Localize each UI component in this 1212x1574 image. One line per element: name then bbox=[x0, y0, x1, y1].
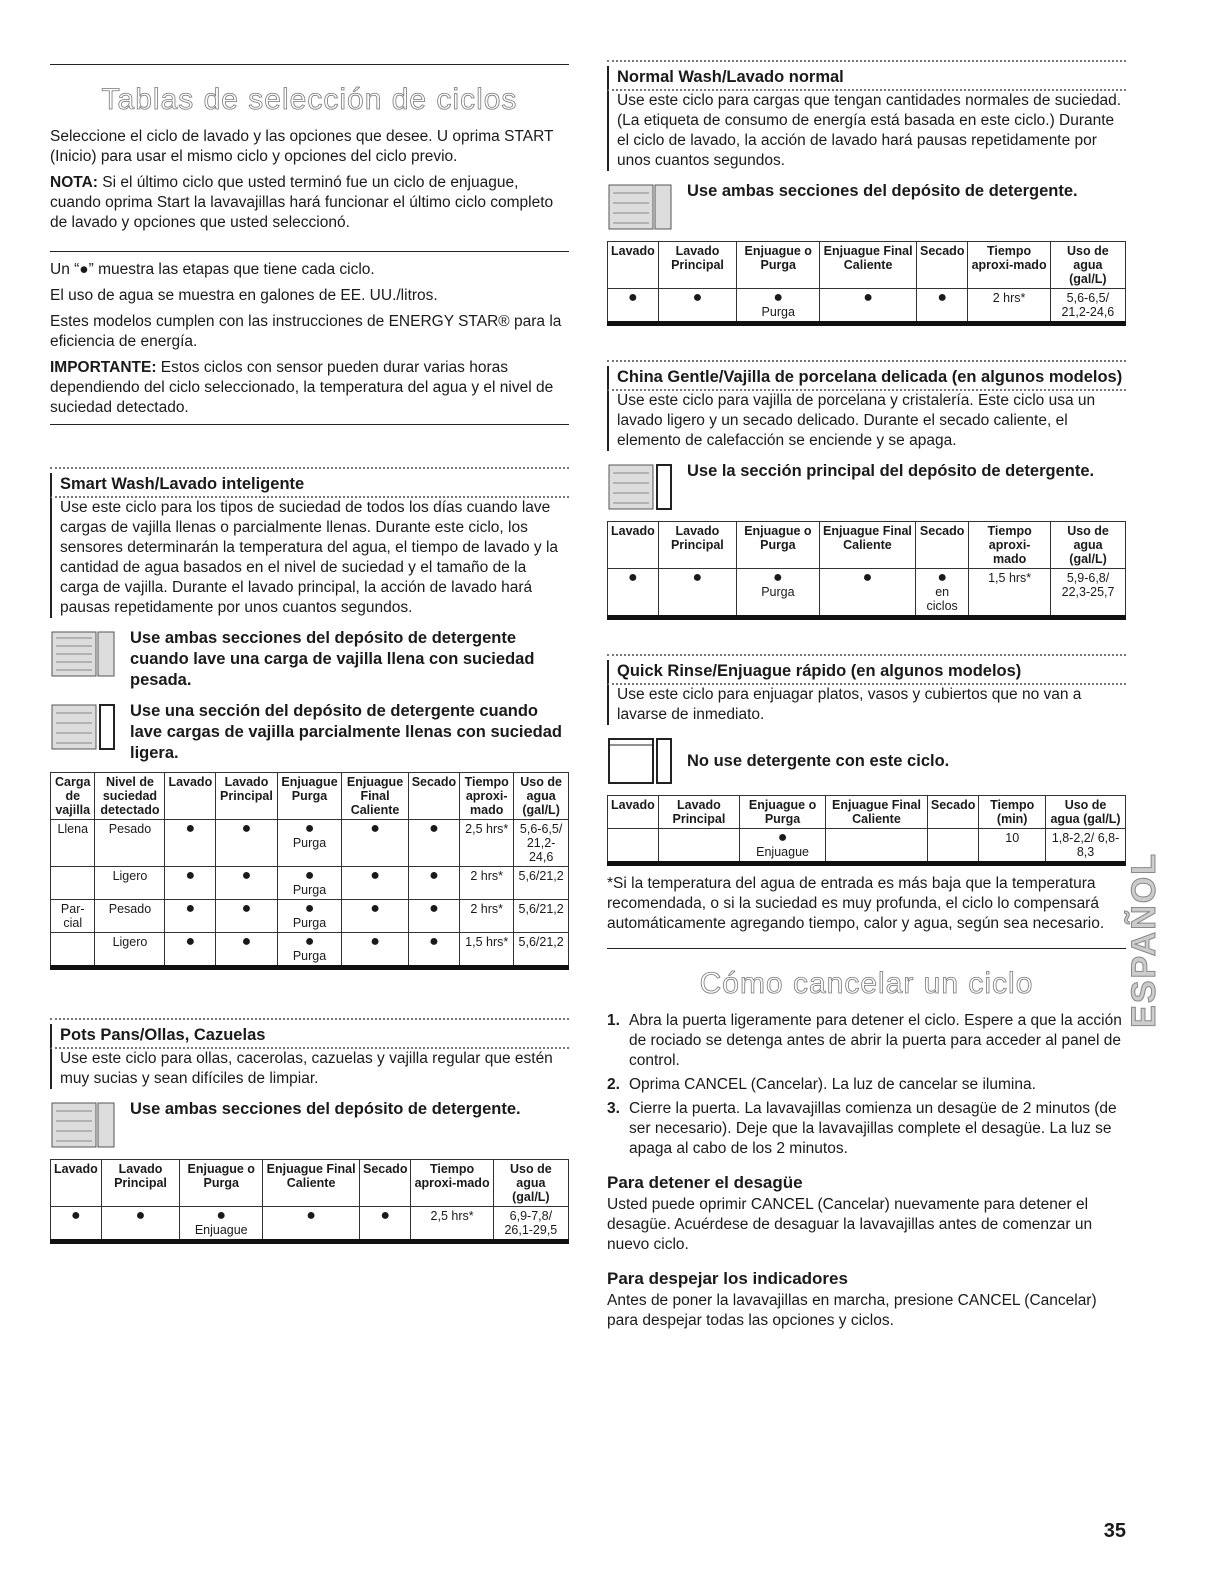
dispenser-empty-icon bbox=[607, 735, 673, 787]
time-cell: 1,5 hrs* bbox=[460, 933, 514, 968]
column-header: Carga de vajilla bbox=[51, 773, 95, 820]
importante-text: Estos ciclos con sensor pueden durar varias horas dependiendo del ciclo seleccionado, la temperatura del agua y el nivel de suciedad detectado. bbox=[50, 359, 554, 416]
step-number: 2. bbox=[607, 1076, 620, 1093]
dot-cell: ● bbox=[658, 569, 736, 618]
column-header: Nivel de suciedad detectado bbox=[95, 773, 165, 820]
step-number: 3. bbox=[607, 1100, 620, 1117]
dot-mark: ● bbox=[216, 1207, 227, 1224]
column-header: Uso de agua (gal/L) bbox=[493, 1160, 568, 1207]
column-header: Lavado bbox=[608, 522, 659, 569]
enjuague-cell bbox=[277, 820, 342, 867]
dot-cell: ● bbox=[51, 1207, 102, 1242]
dot-cell: ● bbox=[165, 867, 216, 900]
time-cell: 2,5 hrs* bbox=[460, 820, 514, 867]
column-header: Enjuague o Purga bbox=[737, 242, 820, 289]
column-header: Secado bbox=[408, 773, 459, 820]
detergent-instruction: Use la sección principal del depósito de detergente. bbox=[687, 462, 1095, 480]
indicators-heading: Para despejar los indicadores bbox=[607, 1269, 848, 1288]
column-header: Tiempo (min) bbox=[979, 796, 1046, 829]
dispenser-both-icon bbox=[607, 181, 673, 233]
enjuague-cell bbox=[737, 289, 820, 324]
section-header bbox=[607, 654, 1126, 685]
left-column bbox=[50, 64, 569, 1244]
column-header: Uso de agua (gal/L) bbox=[1051, 522, 1126, 569]
detergent-instruction: Use ambas secciones del depósito de detergente. bbox=[687, 182, 1078, 200]
time-cell: 2,5 hrs* bbox=[411, 1207, 493, 1242]
time-cell: 10 bbox=[979, 829, 1046, 864]
table-header-row bbox=[608, 796, 1126, 829]
table-row bbox=[51, 1207, 569, 1242]
section-body bbox=[50, 1049, 569, 1089]
page-title: Tablas de selección de ciclos bbox=[101, 83, 518, 116]
cancel-title: Cómo cancelar un ciclo bbox=[699, 967, 1034, 1000]
dot-cell: ● bbox=[342, 933, 408, 968]
water-cell: 5,6/21,2 bbox=[514, 933, 569, 968]
dot-cell: ● bbox=[342, 900, 408, 933]
detergent-note bbox=[50, 701, 569, 764]
drain-paragraph: Usted puede oprimir CANCEL (Cancelar) nuevamente para detener el desagüe. Acuérdese de desaguar la lavavajillas antes de comenzar un nuevo ciclo. bbox=[607, 1196, 1093, 1253]
water-cell: 5,6/21,2 bbox=[514, 867, 569, 900]
column-header: Uso de agua (gal/L) bbox=[1050, 242, 1125, 289]
nota-label: NOTA: bbox=[50, 174, 98, 191]
column-header: Enjuague o Purga bbox=[740, 796, 826, 829]
dot-cell: ● bbox=[165, 900, 216, 933]
right-column bbox=[607, 60, 1126, 1337]
divider bbox=[50, 251, 569, 252]
quick-rinse-description: Use este ciclo para enjuagar platos, vasos y cubiertos que no van a lavarse de inmediato. bbox=[617, 686, 1082, 723]
detergent-note bbox=[607, 181, 1126, 233]
dot-cell: ● bbox=[165, 933, 216, 968]
section-body bbox=[607, 91, 1126, 171]
nivel-cell: Ligero bbox=[95, 933, 165, 968]
quick-rinse-table bbox=[607, 795, 1126, 866]
secado-sub: en ciclos bbox=[926, 585, 958, 613]
table-header-row bbox=[608, 242, 1126, 289]
column-header: Enjuague Final Caliente bbox=[342, 773, 408, 820]
column-header: Uso de agua (gal/L) bbox=[514, 773, 569, 820]
dot-mark: ● bbox=[304, 867, 315, 884]
detergent-instruction: Use ambas secciones del depósito de detergente cuando lave una carga de vajilla llena con suciedad pesada. bbox=[130, 629, 535, 689]
section-body bbox=[607, 685, 1126, 725]
dot-mark: ● bbox=[773, 569, 783, 586]
enjuague-sub: Enjuague bbox=[194, 1223, 248, 1237]
column-header: Lavado Principal bbox=[658, 242, 736, 289]
table-row bbox=[608, 289, 1126, 324]
water-cell: 5,6/21,2 bbox=[514, 900, 569, 933]
water-cell: 1,8-2,2/ 6,8-8,3 bbox=[1046, 829, 1126, 864]
time-cell: 2 hrs* bbox=[968, 289, 1050, 324]
dot-cell: ● bbox=[342, 820, 408, 867]
column-header: Enjuague Final Caliente bbox=[263, 1160, 360, 1207]
water-cell: 5,9-6,8/ 22,3-25,7 bbox=[1051, 569, 1126, 618]
smart-wash-table bbox=[50, 772, 569, 970]
column-header: Tiempo aproxi-mado bbox=[411, 1160, 493, 1207]
dot-cell: ● bbox=[216, 900, 277, 933]
detergent-note bbox=[607, 735, 1126, 787]
dot-cell: ● bbox=[101, 1207, 179, 1242]
column-header: Tiempo aproxi-mado bbox=[969, 522, 1051, 569]
dispenser-both-icon bbox=[50, 1099, 116, 1151]
table-header-row bbox=[51, 1160, 569, 1207]
enjuague-cell bbox=[180, 1207, 263, 1242]
nivel-cell: Pesado bbox=[95, 820, 165, 867]
divider bbox=[50, 64, 569, 65]
dot-cell: ● bbox=[608, 289, 659, 324]
dot-cell: ● bbox=[216, 933, 277, 968]
enjuague-sub: Purga bbox=[292, 916, 327, 930]
divider bbox=[607, 948, 1126, 949]
language-tab bbox=[1124, 820, 1164, 1060]
smart-wash-section bbox=[50, 467, 569, 970]
step-number: 1. bbox=[607, 1012, 620, 1029]
time-cell: 1,5 hrs* bbox=[969, 569, 1051, 618]
dot-mark: ● bbox=[304, 900, 315, 917]
cancel-steps bbox=[607, 1011, 1126, 1159]
column-header: Lavado bbox=[165, 773, 216, 820]
detergent-instruction: No use detergente con este ciclo. bbox=[687, 751, 950, 770]
step-text: Abra la puerta ligeramente para detener el ciclo. Espere a que la acción de rociado se detenga antes de abrir la puerta para acceder al panel de control. bbox=[629, 1012, 1122, 1069]
water-cell: 6,9-7,8/ 26,1-29,5 bbox=[493, 1207, 568, 1242]
dispenser-main-icon bbox=[50, 701, 116, 753]
enjuague-cell bbox=[277, 867, 342, 900]
china-gentle-title: China Gentle/Vajilla de porcelana delicada (en algunos modelos) bbox=[607, 366, 1126, 391]
list-item bbox=[607, 1099, 1126, 1159]
dot-mark: ● bbox=[304, 820, 315, 837]
pots-pans-section bbox=[50, 1018, 569, 1244]
empty-cell bbox=[658, 829, 739, 864]
indicators-paragraph: Antes de poner la lavavajillas en marcha, presione CANCEL (Cancelar) para despejar todas las opciones y ciclos. bbox=[607, 1292, 1097, 1329]
time-cell: 2 hrs* bbox=[460, 900, 514, 933]
section-header bbox=[50, 1018, 569, 1049]
carga-cell bbox=[51, 933, 95, 968]
dot-mark: ● bbox=[773, 289, 784, 306]
enjuague-cell bbox=[736, 569, 819, 618]
dot-cell: ● bbox=[408, 900, 459, 933]
enjuague-cell bbox=[277, 900, 342, 933]
column-header: Enjuague Final Caliente bbox=[820, 242, 917, 289]
enjuague-sub: Purga bbox=[292, 836, 327, 850]
column-header: Secado bbox=[916, 522, 969, 569]
enjuague-sub: Purga bbox=[761, 585, 795, 599]
dot-cell: ● bbox=[408, 867, 459, 900]
normal-wash-title: Normal Wash/Lavado normal bbox=[607, 66, 1126, 91]
dot-cell: ● bbox=[165, 820, 216, 867]
step-text: Cierre la puerta. La lavavajillas comienza un desagüe de 2 minutos (de ser necesario). Deje que la lavavajillas complete el desagüe. La luz se apaga al cabo de los 2 minutos. bbox=[629, 1100, 1117, 1157]
dispenser-main-icon bbox=[607, 461, 673, 513]
column-header: Uso de agua (gal/L) bbox=[1046, 796, 1126, 829]
column-header: Lavado Principal bbox=[101, 1160, 179, 1207]
column-header: Lavado bbox=[608, 796, 659, 829]
step-text: Oprima CANCEL (Cancelar). La luz de cancelar se ilumina. bbox=[629, 1076, 1036, 1093]
list-item bbox=[607, 1011, 1126, 1071]
pots-pans-description: Use este ciclo para ollas, cacerolas, cazuelas y vajilla regular que estén muy sucias y sean difíciles de limpiar. bbox=[60, 1050, 553, 1087]
dot-cell: ● bbox=[820, 289, 917, 324]
section-header bbox=[50, 467, 569, 498]
column-header: Tiempo aproxi-mado bbox=[460, 773, 514, 820]
pots-pans-title: Pots Pans/Ollas, Cazuelas bbox=[50, 1024, 569, 1049]
quick-rinse-section bbox=[607, 654, 1126, 934]
empty-cell bbox=[608, 829, 659, 864]
column-header: Enjuague Purga bbox=[277, 773, 342, 820]
column-header: Enjuague o Purga bbox=[736, 522, 819, 569]
enjuague-sub: Purga bbox=[761, 305, 795, 319]
nivel-cell: Ligero bbox=[95, 867, 165, 900]
column-header: Secado bbox=[916, 242, 967, 289]
dot-mark: ● bbox=[937, 569, 947, 586]
divider bbox=[50, 424, 569, 425]
dot-cell: ● bbox=[916, 289, 967, 324]
water-units-note: El uso de agua se muestra en galones de EE. UU./litros. bbox=[50, 287, 438, 304]
column-header: Lavado Principal bbox=[658, 796, 739, 829]
column-header: Lavado bbox=[608, 242, 659, 289]
enjuague-cell bbox=[740, 829, 826, 864]
column-header: Lavado Principal bbox=[216, 773, 277, 820]
smart-wash-description: Use este ciclo para los tipos de suciedad de todos los días cuando lave cargas de vajilla llenas o parcialmente llenas. Durante este ciclo, los sensores determinarán la temperatura del agua, el tiempo de lavado y la cantidad de agua basados en el nivel de suciedad y el tamaño de la carga de vajilla. Durante el lavado principal, la acción de lavado hará pausas repetidamente por unos cuantos segundos. bbox=[60, 499, 559, 616]
dot-cell: ● bbox=[658, 289, 736, 324]
dot-legend: Un “●” muestra las etapas que tiene cada ciclo. bbox=[50, 261, 375, 278]
dot-cell: ● bbox=[408, 820, 459, 867]
pots-pans-table bbox=[50, 1159, 569, 1244]
dot-mark: ● bbox=[304, 933, 315, 950]
quick-rinse-title: Quick Rinse/Enjuague rápido (en algunos modelos) bbox=[607, 660, 1126, 685]
dispenser-both-icon bbox=[50, 628, 116, 680]
time-cell: 2 hrs* bbox=[460, 867, 514, 900]
table-header-row bbox=[51, 773, 569, 820]
column-header: Lavado bbox=[51, 1160, 102, 1207]
nota-text: Si el último ciclo que usted terminó fue un ciclo de enjuague, cuando oprima Start la lavavajillas hará funcionar el último ciclo completo de lavado y opciones que usted seleccionó. bbox=[50, 174, 554, 231]
carga-cell bbox=[51, 867, 95, 900]
detergent-instruction: Use una sección del depósito de detergente cuando lave cargas de vajilla parcialmente llenas con suciedad ligera. bbox=[130, 702, 562, 762]
language-label: ESPAÑOL bbox=[1124, 852, 1163, 1028]
dot-cell: ● bbox=[608, 569, 659, 618]
detergent-note bbox=[50, 1099, 569, 1151]
column-header: Lavado Principal bbox=[658, 522, 736, 569]
table-row bbox=[51, 933, 569, 968]
china-gentle-description: Use este ciclo para vajilla de porcelana y cristalería. Este ciclo usa un lavado ligero y un secado delicado. Durante el secado caliente, el elemento de calefacción se enciende y se apaga. bbox=[617, 392, 1096, 449]
enjuague-sub: Purga bbox=[292, 883, 327, 897]
page-number: 35 bbox=[1103, 1520, 1126, 1542]
column-header: Enjuague Final Caliente bbox=[819, 522, 915, 569]
section-body bbox=[607, 391, 1126, 451]
section-header bbox=[607, 360, 1126, 391]
table-row bbox=[51, 820, 569, 867]
section-body bbox=[50, 498, 569, 618]
secado-cell bbox=[916, 569, 969, 618]
table-row bbox=[608, 569, 1126, 618]
dot-cell: ● bbox=[819, 569, 915, 618]
water-cell: 5,6-6,5/ 21,2-24,6 bbox=[1050, 289, 1125, 324]
drain-heading: Para detener el desagüe bbox=[607, 1173, 803, 1192]
dot-cell: ● bbox=[216, 820, 277, 867]
dot-mark: ● bbox=[777, 829, 788, 846]
table-row bbox=[51, 867, 569, 900]
enjuague-sub: Enjuague bbox=[756, 845, 809, 859]
detergent-instruction: Use ambas secciones del depósito de detergente. bbox=[130, 1100, 521, 1118]
carga-cell: Par-cial bbox=[51, 900, 95, 933]
column-header: Enjuague Final Caliente bbox=[826, 796, 928, 829]
section-header bbox=[607, 60, 1126, 91]
column-header: Secado bbox=[927, 796, 978, 829]
normal-wash-description: Use este ciclo para cargas que tengan cantidades normales de suciedad. (La etiqueta de consumo de energía está basada en este ciclo.) Durante el ciclo de lavado, la acción de lavado hará pausas repetidamente por unos cuantos segundos. bbox=[617, 92, 1122, 169]
intro-paragraph: Seleccione el ciclo de lavado y las opciones que desee. U oprima START (Inicio) para usar el mismo ciclo y opciones del ciclo previo. bbox=[50, 128, 554, 165]
table-row bbox=[51, 900, 569, 933]
footnote: *Si la temperatura del agua de entrada es más baja que la temperatura recomendada, o si la suciedad es muy profunda, el ciclo lo compensará automáticamente agregando tiempo, calor y agua, según sea necesario. bbox=[607, 875, 1105, 932]
nota-paragraph bbox=[50, 173, 569, 233]
dot-cell: ● bbox=[216, 867, 277, 900]
column-header: Tiempo aproxi-mado bbox=[968, 242, 1050, 289]
dot-cell: ● bbox=[359, 1207, 410, 1242]
column-header: Enjuague o Purga bbox=[180, 1160, 263, 1207]
water-cell: 5,6-6,5/ 21,2-24,6 bbox=[514, 820, 569, 867]
table-header-row bbox=[608, 522, 1126, 569]
dot-cell: ● bbox=[408, 933, 459, 968]
dot-cell: ● bbox=[263, 1207, 360, 1242]
detergent-note bbox=[607, 461, 1126, 513]
nivel-cell: Pesado bbox=[95, 900, 165, 933]
energy-star-note: Estes modelos cumplen con las instrucciones de ENERGY STAR® para la eficiencia de energía. bbox=[50, 313, 562, 350]
empty-cell bbox=[826, 829, 928, 864]
normal-wash-section bbox=[607, 60, 1126, 326]
carga-cell: Llena bbox=[51, 820, 95, 867]
table-row bbox=[608, 829, 1126, 864]
importante-label: IMPORTANTE: bbox=[50, 359, 157, 376]
normal-wash-table bbox=[607, 241, 1126, 326]
list-item bbox=[607, 1075, 1126, 1095]
china-gentle-table bbox=[607, 521, 1126, 620]
column-header: Secado bbox=[359, 1160, 410, 1207]
smart-wash-title: Smart Wash/Lavado inteligente bbox=[50, 473, 569, 498]
detergent-note bbox=[50, 628, 569, 691]
empty-cell bbox=[927, 829, 978, 864]
enjuague-sub: Purga bbox=[292, 949, 327, 963]
china-gentle-section bbox=[607, 360, 1126, 620]
dot-cell: ● bbox=[342, 867, 408, 900]
enjuague-cell bbox=[277, 933, 342, 968]
importante-paragraph bbox=[50, 358, 569, 418]
